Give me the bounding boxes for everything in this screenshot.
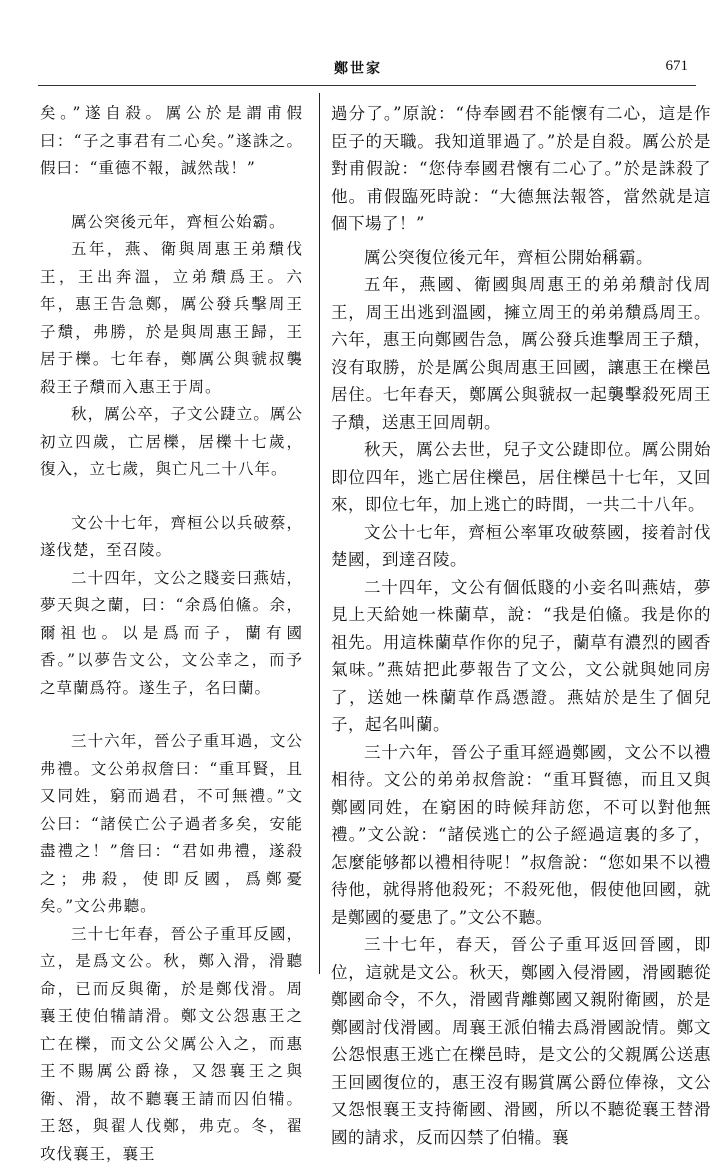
translation-paragraph: 二十四年，文公有個低賤的小妾名叫燕姞，夢見上天給她一株蘭草，說：“我是伯鯈。我是你的祖先。用這株蘭草作你的兒子，蘭草有濃烈的國香氣味。”燕姞把此夢報告了文公，文公就與她同房了，送她一株蘭草作爲憑證。燕姞於是生了個兒子，起名叫蘭。 xyxy=(331,574,711,739)
translation-paragraph: 三十七年，春天，晉公子重耳返回晉國，即位，這就是文公。秋天，鄭國入侵滑國，滑國聽從鄭國命令，不久，滑國背離鄭國又親附衛國，於是鄭國討伐滑國。周襄王派伯犕去爲滑國說情。鄭文公怨恨惠王逃亡在櫟邑時，是文公的父親厲公送惠王回國復位的，惠王沒有賜賞厲公爵位俸祿，文公又怨恨襄王支持衛國、滑國，所以不聽從襄王替滑國的請求，反而囚禁了伯犕。襄 xyxy=(331,931,711,1151)
classical-paragraph: 二十四年，文公之賤妾曰燕姞，夢天與之蘭，曰：“余爲伯鯈。余，爾祖也。以是爲而子，蘭有國香。”以夢告文公，文公幸之，而予之草蘭爲符。遂生子，名曰蘭。 xyxy=(40,565,303,703)
translation-paragraph: 三十六年，晉公子重耳經過鄭國，文公不以禮相待。文公的弟弟叔詹說：“重耳賢德，而且又與鄭國同姓，在窮困的時候拜訪您，不可以對他無禮。”文公說：“諸侯逃亡的公子經過這裏的多了，怎麼能够都以禮相待呢！”叔詹說：“您如果不以禮待他，就得將他殺死；不殺死他，假使他回國，就是鄭國的憂患了。”文公不聽。 xyxy=(331,739,711,932)
column-divider xyxy=(319,93,320,974)
running-title: 鄭世家 xyxy=(0,58,716,78)
translation-paragraph: 五年，燕國、衛國與周惠王的弟弟穨討伐周王，周王出逃到溫國，擁立周王的弟弟穨爲周王。六年，惠王向鄭國告急，厲公發兵進擊周王子穨，沒有取勝，於是厲公與周惠王回國，讓惠王在櫟邑居住。七年春天，鄭厲公與虢叔一起襲擊殺死周王子穨，送惠王回周朝。 xyxy=(331,271,711,436)
classical-paragraph: 矣。”遂自殺。厲公於是謂甫假曰：“子之事君有二心矣。”遂誅之。假曰：“重德不報，誠然哉！” xyxy=(40,100,303,183)
page-number: 671 xyxy=(666,58,689,75)
header-rule xyxy=(38,85,696,86)
classical-text-column xyxy=(40,100,303,1168)
classical-paragraph: 三十六年，晉公子重耳過，文公弗禮。文公弟叔詹曰：“重耳賢，且又同姓，窮而過君，不可無禮。”文公曰：“諸侯亡公子過者多矣，安能盡禮之！”詹曰：“君如弗禮，遂殺之；弗殺，使即反國，爲鄭憂矣。”文公弗聽。 xyxy=(40,728,303,921)
classical-paragraph: 五年，燕、衛與周惠王弟穨伐王，王出奔溫，立弟穨爲王。六年，惠王告急鄭，厲公發兵擊周王子穨，弗勝，於是與周惠王歸，王居于櫟。七年春，鄭厲公與虢叔襲殺王子穨而入惠王于周。 xyxy=(40,236,303,401)
classical-paragraph: 厲公突後元年，齊桓公始霸。 xyxy=(40,209,303,237)
translation-paragraph: 文公十七年，齊桓公率軍攻破蔡國，接着討伐楚國，到達召陵。 xyxy=(331,519,711,574)
classical-paragraph: 文公十七年，齊桓公以兵破蔡，遂伐楚，至召陵。 xyxy=(40,510,303,565)
translation-text-column xyxy=(331,100,711,1151)
classical-paragraph: 秋，厲公卒，子文公踕立。厲公初立四歲，亡居櫟，居櫟十七歲，復入，立七歲，與亡凡二十八年。 xyxy=(40,401,303,484)
classical-paragraph: 三十七年春，晉公子重耳反國，立，是爲文公。秋，鄭入滑，滑聽命，已而反與衛，於是鄭伐滑。周襄王使伯犕請滑。鄭文公怨惠王之亡在櫟，而文公父厲公入之，而惠王不賜厲公爵祿，又怨襄王之與衛、滑，故不聽襄王請而囚伯犕。王怒，與翟人伐鄭，弗克。冬，翟攻伐襄王，襄王 xyxy=(40,921,303,1168)
translation-paragraph: 厲公突復位後元年，齊桓公開始稱霸。 xyxy=(331,244,711,272)
translation-paragraph: 秋天，厲公去世，兒子文公踕即位。厲公開始即位四年，逃亡居住櫟邑，居住櫟邑十七年，又回來，即位七年，加上逃亡的時間，一共二十八年。 xyxy=(331,436,711,519)
translation-paragraph: 過分了。”原說：“侍奉國君不能懷有二心，這是作臣子的天職。我知道罪過了。”於是自殺。厲公於是對甫假說：“您侍奉國君懷有二心了。”於是誅殺了他。甫假臨死時說：“大德無法報答，當然就是這個下場了！” xyxy=(331,100,711,238)
